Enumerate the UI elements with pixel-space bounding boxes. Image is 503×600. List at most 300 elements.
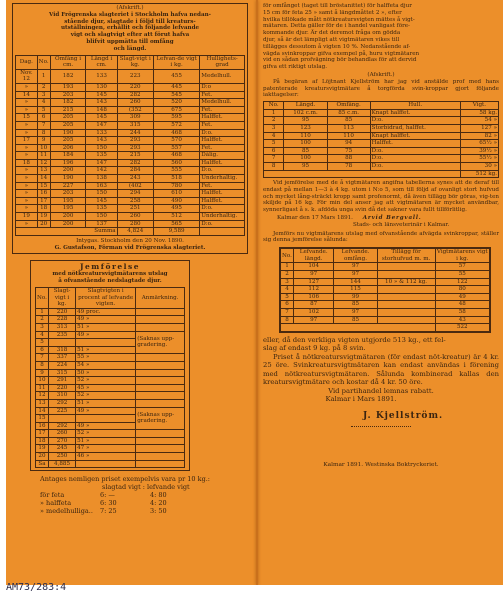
table-row	[281, 263, 490, 271]
table-cell: D:o.	[200, 129, 245, 137]
column-header: No.	[36, 288, 49, 309]
table-cell	[136, 377, 185, 385]
table-cell: 8	[36, 361, 49, 369]
table-cell: 97	[293, 316, 333, 324]
table-cell: 228	[48, 316, 75, 324]
table-row	[36, 430, 185, 438]
table-row	[16, 182, 245, 190]
table-row	[264, 155, 499, 163]
attestation-signatory: G. Gustafson, Förman vid Frögrenska slagteriet.	[54, 244, 206, 251]
table-cell: 245	[48, 445, 75, 453]
table-row	[36, 407, 185, 415]
column-header: Vigtmätarens vigt i kg.	[436, 249, 488, 262]
price-row	[40, 491, 248, 499]
table-cell	[136, 384, 185, 392]
table-cell: 190	[50, 175, 86, 183]
table-cell: 13	[36, 399, 49, 407]
table-cell: 50 »	[76, 369, 136, 377]
table-cell: 138	[86, 175, 117, 183]
table-cell: Halffet.	[200, 114, 245, 122]
table-cell: 80	[435, 286, 489, 294]
column-header: No.	[37, 55, 50, 69]
table-cell: 258	[117, 197, 153, 205]
column-header: Lefvande. omfång.	[334, 249, 377, 263]
table-cell: 52 »	[76, 430, 136, 438]
table-cell: 48	[435, 301, 489, 309]
table-cell	[76, 415, 136, 423]
table-cell	[377, 293, 435, 301]
column-header: Omfång i cm.	[50, 55, 86, 69]
comparison-sum: 4,885	[48, 460, 75, 468]
table-cell: 20	[36, 453, 49, 461]
table-cell: 5	[36, 339, 49, 347]
column-header: Längd.	[284, 102, 327, 110]
table-row	[264, 140, 499, 148]
table-cell: 133	[86, 69, 117, 83]
table-cell: 15	[37, 182, 50, 190]
discount-note: Vid partihandel lemnas rabatt.	[328, 386, 434, 395]
table-cell: D:o.	[370, 147, 460, 155]
table-cell: 78	[327, 162, 370, 170]
table-row	[36, 384, 185, 392]
table-cell: 282	[117, 159, 153, 167]
table-cell: 163	[86, 182, 117, 190]
request-paragraph: På begäran af Löjtnant Kjellström har jag vid anstälde prof med hans patenterade kreatursvigtmätare å torgförda svin-kroppar gjort följande iakttagelser:	[263, 78, 499, 99]
table-cell: 10	[37, 144, 50, 152]
table-cell: 18	[36, 437, 49, 445]
table-cell: 115	[334, 286, 377, 294]
table-cell: 250	[48, 453, 75, 461]
table-cell: 309	[117, 114, 153, 122]
table-cell: 85	[334, 301, 377, 309]
table-cell: 4	[36, 331, 49, 339]
table-cell: 135	[86, 205, 117, 213]
table-cell: 106	[293, 293, 333, 301]
report-header: Vid Frögrenska slagteriet i Stockholm hafva nedan- stående djur, slagtade i följd till kreaturs- utställningen, erhållit och följande lefvande vigt och slagtvigt efter att förut hafva blifvit uppmätta till omfång och längd.	[49, 11, 211, 52]
table-cell: Storbidrad, halffet.	[370, 124, 460, 132]
column-header: Lefvan-de vigt i kg.	[153, 55, 199, 69]
table-row	[281, 278, 490, 286]
table-cell: 520	[153, 99, 199, 107]
table-cell: 220	[48, 308, 75, 316]
table-cell: D:o	[200, 83, 245, 91]
table-cell: Halffet.	[200, 137, 245, 145]
table-row	[264, 124, 499, 132]
table-cell: »	[16, 175, 38, 183]
table-cell: 143	[86, 99, 117, 107]
table-cell: 260	[117, 99, 153, 107]
table-row	[264, 147, 499, 155]
table-cell: 182	[50, 99, 86, 107]
table-cell	[377, 271, 435, 279]
table-row	[36, 399, 185, 407]
table-cell: 54 »	[76, 361, 136, 369]
table-cell: 2	[281, 271, 294, 279]
table-row	[36, 354, 185, 362]
table-cell: 137	[86, 220, 117, 228]
sum-slaughter-weight: 4,824	[117, 228, 153, 236]
table-cell: 150	[86, 213, 117, 221]
table-cell: »	[16, 197, 38, 205]
table-cell: 18	[16, 159, 38, 167]
table-cell: 58	[435, 309, 489, 317]
center-fold	[256, 0, 258, 585]
table-cell	[136, 399, 185, 407]
error-summary: eller, då den verkliga vigten utgjorde 513 kg., ett fel- slag af endast 9 kg. på 8 svin.	[263, 335, 446, 353]
table-cell: 49 »	[76, 422, 136, 430]
table-cell: 193	[50, 83, 86, 91]
table-cell: 293	[117, 137, 153, 145]
table-cell: 182	[50, 69, 86, 83]
table-cell: 20	[37, 220, 50, 228]
table-cell: 610	[153, 190, 199, 198]
table-cell: Fet.	[200, 144, 245, 152]
table-cell: »	[16, 182, 38, 190]
table-cell: 87	[293, 301, 333, 309]
table-cell: 85 c.m.	[327, 109, 370, 117]
table-cell: 260	[48, 430, 75, 438]
table-row	[36, 316, 185, 324]
table-cell: 135	[86, 152, 117, 160]
column-header: No.	[281, 249, 294, 263]
table-cell: 30 »	[460, 162, 498, 170]
table-cell: 102 c.m.	[284, 109, 327, 117]
table-cell: 52 »	[76, 377, 136, 385]
table-cell: 85	[284, 147, 327, 155]
table-cell: 251	[117, 205, 153, 213]
table-cell: Fet.	[200, 182, 245, 190]
table-row	[16, 121, 245, 129]
table-cell: 294	[117, 190, 153, 198]
table-cell: 104	[293, 263, 333, 271]
table-cell: 220	[117, 83, 153, 91]
table-cell: D:o.	[370, 117, 460, 125]
table-row	[36, 361, 185, 369]
table-cell: 49 »	[76, 316, 136, 324]
price-category: » halffeta	[40, 499, 72, 508]
table-cell: 15	[36, 415, 49, 423]
table-cell: Knapt halffet.	[370, 132, 460, 140]
table-cell: »	[16, 121, 38, 129]
table-cell: 337	[48, 354, 75, 362]
price-row	[40, 507, 248, 515]
table-cell: Underhaltig.	[200, 175, 245, 183]
price-section	[12, 475, 248, 515]
pig-weight-total: 512 kg.	[460, 170, 498, 178]
table-cell: 130	[86, 83, 117, 91]
table-row	[281, 286, 490, 294]
table-cell: 518	[153, 175, 199, 183]
table-cell: Nov. 12	[16, 69, 38, 83]
table-cell: 82 »	[460, 132, 498, 140]
table-cell: 145	[86, 197, 117, 205]
table-cell: Medelhull.	[200, 99, 245, 107]
table-cell: »	[16, 83, 38, 91]
table-cell: 310	[48, 392, 75, 400]
table-cell: 113	[327, 124, 370, 132]
table-cell: »	[16, 144, 38, 152]
table-cell: 43	[435, 316, 489, 324]
table-cell: Fet.	[200, 91, 245, 99]
table-cell: 203	[50, 190, 86, 198]
column-header: Anmärkning.	[136, 288, 185, 309]
table-cell: 150	[86, 144, 117, 152]
table-row	[16, 99, 245, 107]
table-cell: 4	[264, 132, 284, 140]
price-category: för feta	[40, 491, 65, 500]
veterinarian-signature: Kalmar den 17 Mars 1891. Arvid Bergvall. Stads- och länsveterinär i Kalmar.	[277, 215, 450, 228]
table-cell: 11	[37, 152, 50, 160]
table-cell: 11	[36, 384, 49, 392]
table-cell: Halffet.	[370, 140, 460, 148]
table-cell: 224	[48, 361, 75, 369]
table-row	[16, 205, 245, 213]
price-slaughter: 6: 30	[100, 499, 117, 508]
table-cell: 243	[117, 175, 153, 183]
table-cell: 6	[281, 301, 294, 309]
column-header: Tillägg för storhufvud m. m.	[377, 249, 435, 263]
price-header: slagtad vigt : lefvande vigt	[102, 483, 190, 492]
table-cell: 54 »	[460, 117, 498, 125]
table-cell: 110	[327, 132, 370, 140]
table-cell: Underhaltig.	[200, 213, 245, 221]
attestation-date: Intygas. Stockholm den 20 Nov. 1890.	[76, 237, 184, 244]
table-row	[281, 271, 490, 279]
table-cell: (352	[117, 106, 153, 114]
table-cell: »	[16, 99, 38, 107]
table-cell: 1	[37, 69, 50, 83]
table-cell	[136, 354, 185, 362]
afskrift-note: (Afskrift.)	[116, 5, 144, 11]
table-cell: »	[16, 167, 38, 175]
table-row	[16, 129, 245, 137]
afskrift-note-right: (Afskrift.)	[367, 71, 395, 78]
table-cell	[136, 437, 185, 445]
table-row	[264, 162, 499, 170]
table-cell: 244	[117, 129, 153, 137]
table-cell: 557	[153, 144, 199, 152]
table-cell: 6	[264, 147, 284, 155]
document-sheet	[6, 0, 503, 585]
table-cell	[377, 286, 435, 294]
table-cell: 2	[36, 316, 49, 324]
table-row	[16, 137, 245, 145]
table-cell	[76, 339, 136, 347]
pig-table	[263, 101, 499, 178]
table-row	[16, 175, 245, 183]
price-intro: Antages nemligen priset exempelvis vara pr 10 kg.:	[40, 475, 210, 484]
column-header: Slagtvigten i procent af lefvande vigten.	[76, 288, 136, 309]
table-cell: 94	[327, 140, 370, 148]
table-row	[16, 152, 245, 160]
table-cell	[136, 430, 185, 438]
table-cell: 16	[37, 190, 50, 198]
table-cell: 97	[334, 271, 377, 279]
table-cell: 55½ »	[460, 155, 498, 163]
price-slaughter: 6: —	[100, 491, 115, 500]
table-cell: 780	[153, 182, 199, 190]
table-row	[36, 392, 185, 400]
table-cell: »	[16, 129, 38, 137]
table-cell: 127	[293, 278, 333, 286]
table-cell: 95	[284, 117, 327, 125]
table-row	[16, 91, 245, 99]
table-cell: 15	[16, 114, 38, 122]
table-cell: 8	[264, 162, 284, 170]
table-cell: 215	[50, 106, 86, 114]
table-cell: Halffet.	[200, 159, 245, 167]
table-cell: 235	[48, 331, 75, 339]
table-cell: 3	[264, 124, 284, 132]
table-cell: 14	[16, 91, 38, 99]
column-header: Lefvande. längd.	[293, 249, 333, 263]
table-cell: 7	[264, 155, 284, 163]
table-cell: 6	[36, 346, 49, 354]
table-row	[264, 109, 499, 117]
table-cell: 1	[281, 263, 294, 271]
table-cell: 3	[281, 278, 294, 286]
table-cell: »	[16, 152, 38, 160]
table-cell: 5	[37, 106, 50, 114]
table-cell: 200	[50, 213, 86, 221]
table-cell: 95	[284, 162, 327, 170]
table-cell	[377, 316, 435, 324]
table-row	[16, 69, 245, 83]
table-cell: 5	[281, 293, 294, 301]
table-cell: 4	[281, 286, 294, 294]
table-cell: 49 proc.	[76, 308, 136, 316]
table-cell: 184	[50, 152, 86, 160]
price-row	[40, 499, 248, 507]
table-cell	[48, 415, 75, 423]
table-cell: »	[16, 190, 38, 198]
table-cell: 127 »	[460, 124, 498, 132]
price-live: 3: 50	[150, 507, 167, 516]
table-cell: 19	[37, 213, 50, 221]
table-cell: 280	[117, 220, 153, 228]
table-cell: 206	[50, 144, 86, 152]
table-cell: 200	[50, 167, 86, 175]
column-header: Längd i cm.	[86, 55, 117, 69]
table-cell: 51 »	[76, 346, 136, 354]
comparison-table	[35, 287, 185, 468]
table-cell: 102	[293, 309, 333, 317]
table-cell: D:o.	[200, 220, 245, 228]
archive-handwritten-note: AM73/283:4	[6, 582, 67, 593]
right-intro: för omfånget (taget till bröstanittet) för halffeta djur 15 cm för feta 25 » samt å längdmåttet 2 », efter hvilka tillökade mått nötkreatursvigten mättes å vigt- mätaren. Detta gäller för de i handel vanligast före- kommande djur. Är det deremot fråga om gödda djur, så är det lämpligt att vigtmätaren vikes till tillägges dessutom å vigten 10 %. Nedanstående af- vägda svinkroppar gifva exempel på, huru vigtmätaren vid en sådan profvägning bör behandlas för att dervid gifva ett riktigt utslag.	[263, 3, 420, 71]
table-cell: 468	[153, 129, 199, 137]
table-cell: 18	[37, 205, 50, 213]
table-cell: 205	[50, 137, 86, 145]
table-cell: 293	[117, 144, 153, 152]
table-cell	[136, 369, 185, 377]
column-header: Dag.	[16, 55, 38, 69]
table-cell	[377, 309, 435, 317]
table-cell: D:o.	[370, 155, 460, 163]
table-cell: 555	[153, 167, 199, 175]
price-category: » medelhulliga..	[40, 507, 93, 516]
table-cell: 122	[435, 278, 489, 286]
table-cell: 313	[48, 323, 75, 331]
table-cell: 142	[86, 167, 117, 175]
table-row	[16, 197, 245, 205]
table-cell: Medelhull.	[200, 69, 245, 83]
slaughter-table	[15, 55, 245, 236]
table-cell: 148	[86, 106, 117, 114]
table-cell: 97	[334, 309, 377, 317]
table-cell: 57	[435, 263, 489, 271]
table-row	[281, 309, 490, 317]
table-cell: 88	[327, 155, 370, 163]
table-cell: 495	[153, 205, 199, 213]
table-cell: 51 »	[76, 323, 136, 331]
table-row	[36, 445, 185, 453]
table-cell: 14	[37, 175, 50, 183]
table-cell: 14	[36, 407, 49, 415]
table-cell: 39½ »	[460, 147, 498, 155]
table-cell: 143	[86, 137, 117, 145]
comparison-subtitle: med nötkreatursvigtmätarens utslag å ofvanstående nedslagtade djur.	[52, 271, 168, 285]
table-cell: 284	[117, 167, 153, 175]
table-row	[16, 167, 245, 175]
table-cell: Knapt halffet.	[370, 109, 460, 117]
table-cell: 227	[50, 182, 86, 190]
table-row	[264, 117, 499, 125]
table-cell: 10 » & 112 kg.	[377, 278, 435, 286]
table-row	[16, 190, 245, 198]
table-cell: Dålig.	[200, 152, 245, 160]
table-cell: 595	[153, 114, 199, 122]
price-live: 4: 80	[150, 491, 167, 500]
table-cell	[136, 392, 185, 400]
slaughter-report-box	[12, 3, 248, 254]
table-cell: 8	[281, 316, 294, 324]
table-cell	[136, 308, 185, 316]
table-cell: 52 »	[76, 392, 136, 400]
table-cell: 315	[48, 369, 75, 377]
table-cell: 144	[334, 278, 377, 286]
table-cell: »	[16, 106, 38, 114]
table-cell: 545	[153, 91, 199, 99]
table-cell: 291	[48, 377, 75, 385]
table-cell: 196	[50, 159, 86, 167]
price-live: 4: 20	[150, 499, 167, 508]
table-cell: 19	[36, 445, 49, 453]
table-cell: 49 »	[76, 331, 136, 339]
table-cell: 17	[16, 137, 38, 145]
table-cell: 46 »	[76, 453, 136, 461]
place-date: Kalmar i Mars 1891.	[325, 395, 397, 404]
table-cell: 315	[117, 121, 153, 129]
table-cell: D:o.	[200, 205, 245, 213]
table-cell: 45 »	[76, 384, 136, 392]
missing-grading-note: (Saknas upp-gradering.	[136, 331, 185, 354]
table-cell: 220	[48, 384, 75, 392]
table-cell: 47 »	[76, 445, 136, 453]
table-cell: 3	[37, 91, 50, 99]
table-cell: 145	[86, 91, 117, 99]
column-header: No.	[264, 102, 284, 110]
table-cell: 490	[153, 197, 199, 205]
divider	[351, 426, 411, 427]
table-cell: 195	[50, 197, 86, 205]
table-cell: 190	[50, 129, 86, 137]
right-page	[263, 3, 499, 469]
table-cell: 16	[36, 422, 49, 430]
table-cell: 17	[36, 430, 49, 438]
table-cell: 1	[264, 109, 284, 117]
table-cell: 100	[284, 155, 327, 163]
